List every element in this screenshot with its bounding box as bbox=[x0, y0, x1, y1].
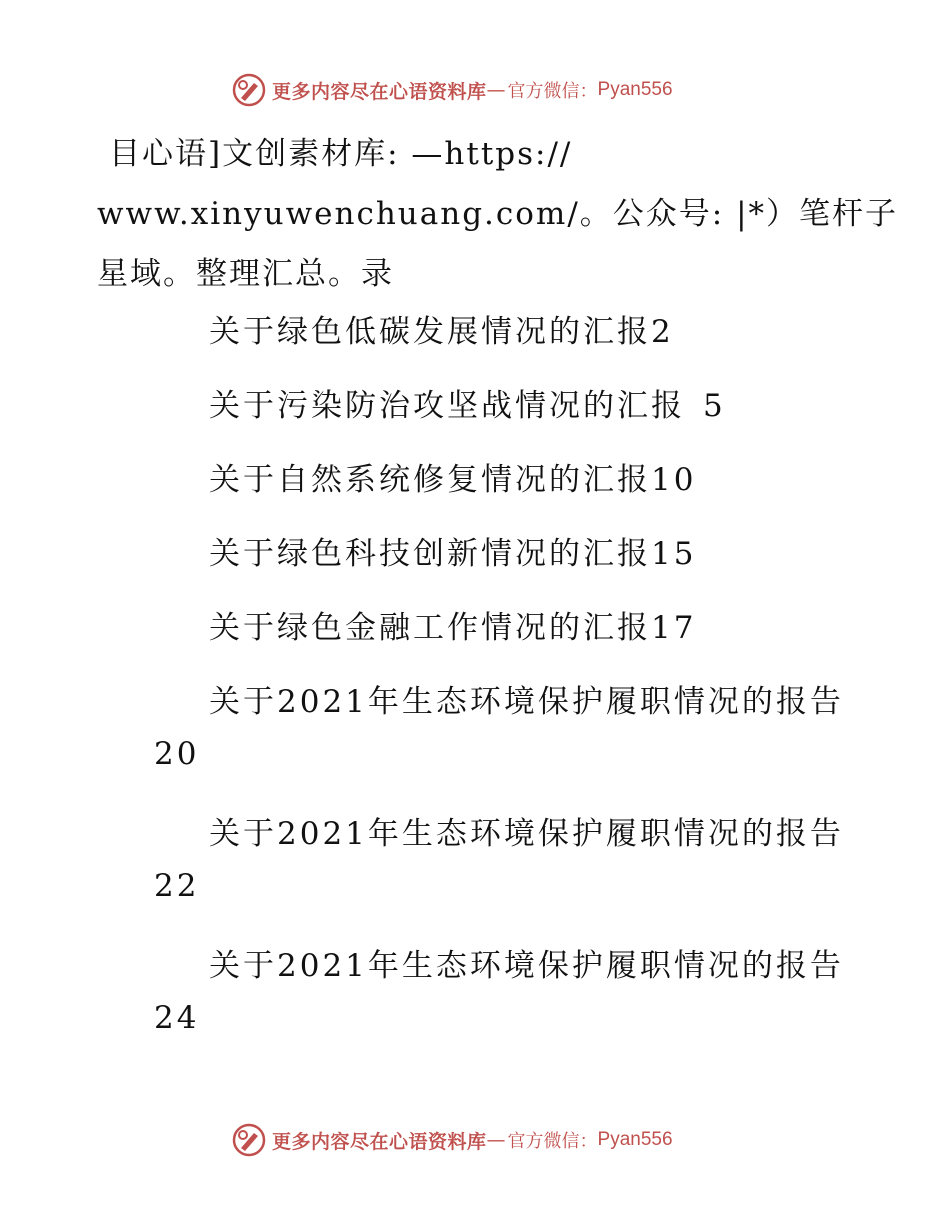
toc-item-page: 24 bbox=[154, 1000, 200, 1036]
banner-wechat-id: Pyan556 bbox=[597, 79, 673, 100]
pen-logo-icon bbox=[232, 1123, 266, 1157]
toc-item-page: 2 bbox=[651, 314, 674, 350]
toc-item-title: 关于污染防治攻坚战情况的汇报 bbox=[209, 388, 685, 424]
banner-dash: — bbox=[486, 1129, 506, 1151]
footer-banner bbox=[232, 1122, 673, 1158]
banner-text: 更多内容尽在心语资料库 bbox=[272, 1130, 487, 1153]
toc-item-page: 17 bbox=[651, 610, 697, 646]
toc-item-title: 关于自然系统修复情况的汇报 bbox=[209, 462, 651, 498]
banner-dash: — bbox=[486, 79, 506, 101]
header-banner bbox=[232, 72, 673, 108]
banner-text: 更多内容尽在心语资料库 bbox=[272, 80, 487, 103]
banner-wechat-id: Pyan556 bbox=[597, 1129, 673, 1150]
intro-paragraph bbox=[97, 124, 899, 304]
toc-item-title: 关于绿色金融工作情况的汇报 bbox=[209, 610, 651, 646]
toc-item-page: 22 bbox=[154, 868, 200, 904]
toc-item-title: 关于2021年生态环境保护履职情况的报告 bbox=[209, 948, 844, 984]
toc-item-title: 关于绿色科技创新情况的汇报 bbox=[209, 536, 651, 572]
banner-wechat-label: 官方微信： bbox=[507, 81, 598, 102]
intro-line-3: 星域。整理汇总。录 bbox=[97, 256, 394, 292]
toc-item-page: 10 bbox=[651, 462, 697, 498]
toc-item-title: 关于2021年生态环境保护履职情况的报告 bbox=[209, 684, 844, 720]
toc-item-title: 关于绿色低碳发展情况的汇报 bbox=[209, 314, 651, 350]
intro-line-1: 目心语]文创素材库: —https:// bbox=[109, 136, 573, 172]
toc-item-page: 15 bbox=[651, 536, 697, 572]
toc-item-title: 关于2021年生态环境保护履职情况的报告 bbox=[209, 816, 844, 852]
toc-item-page: 20 bbox=[154, 736, 200, 772]
intro-line-2: www.xinyuwenchuang.com/。公众号: |*）笔杆子 bbox=[97, 196, 899, 232]
pen-logo-icon bbox=[232, 73, 266, 107]
banner-wechat-label: 官方微信： bbox=[507, 1131, 598, 1152]
toc-item-page: 5 bbox=[703, 388, 726, 424]
